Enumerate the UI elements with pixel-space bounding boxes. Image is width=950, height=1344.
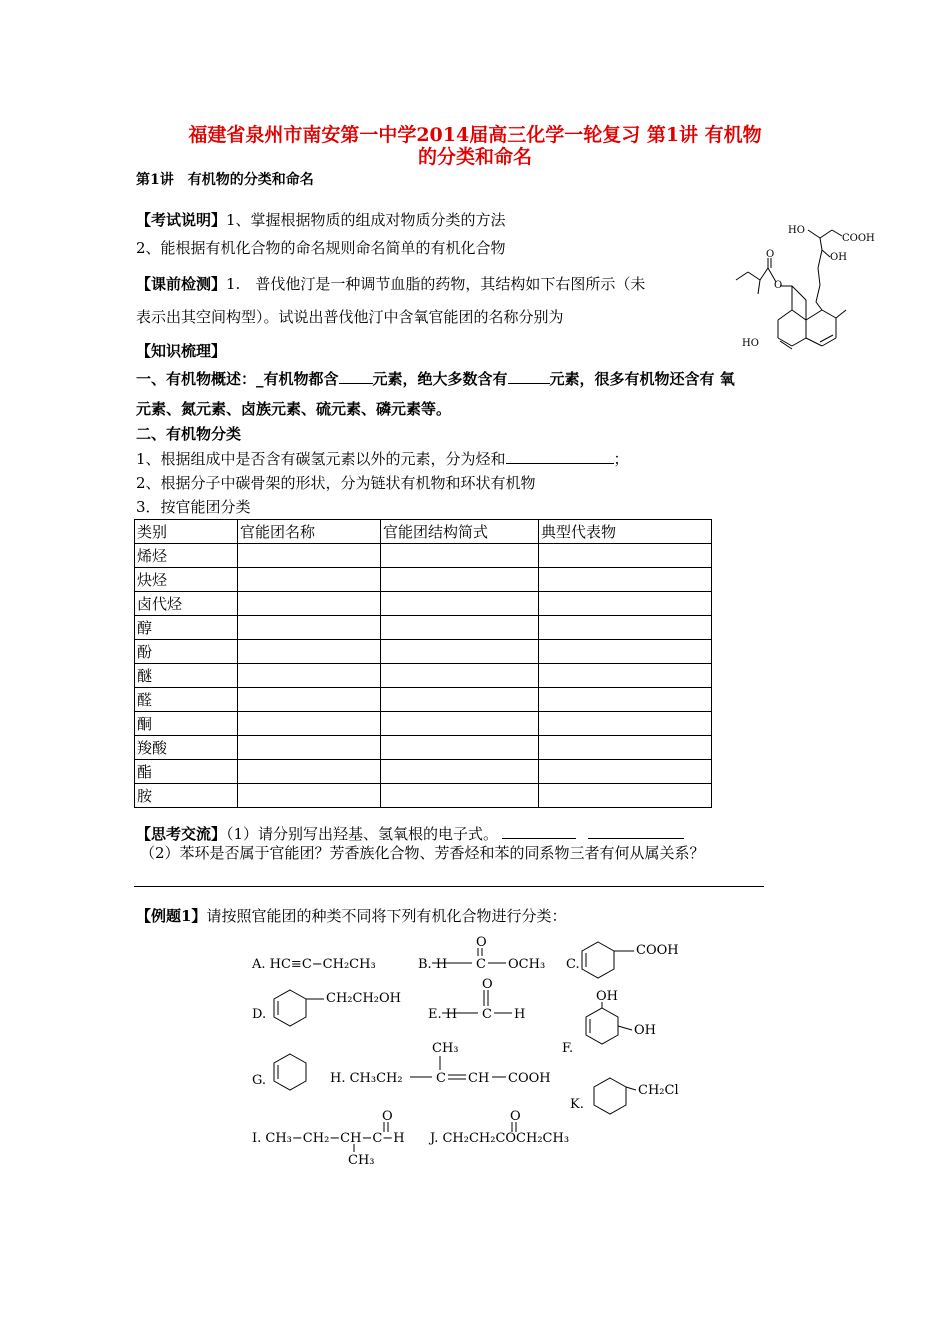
compound-h-c: C (436, 1071, 446, 1086)
example-label: 【例题1】 (136, 907, 207, 925)
cell-input[interactable] (539, 544, 712, 568)
row-label: 羧酸 (135, 736, 238, 760)
compound-c-cooh: COOH (636, 943, 679, 958)
cell-input[interactable] (539, 688, 712, 712)
table-row (135, 616, 712, 640)
table-header-row (135, 520, 712, 544)
compound-i-o: O (382, 1109, 393, 1124)
cell-input[interactable] (238, 640, 381, 664)
cell-input[interactable] (238, 592, 381, 616)
row-label: 炔烃 (135, 568, 238, 592)
example-text: 请按照官能团的种类不同将下列有机化合物进行分类： (206, 907, 567, 925)
row-label: 胺 (135, 784, 238, 808)
section2-heading: 二、有机物分类 (136, 425, 242, 443)
compound-f: F. (562, 1041, 574, 1056)
compound-e-c: C (482, 1007, 492, 1022)
row-label: 醚 (135, 664, 238, 688)
table-row (135, 712, 712, 736)
mol-ho-top: HO (788, 225, 805, 236)
cell-input[interactable] (381, 736, 539, 760)
compound-f-oh2: OH (634, 1023, 656, 1038)
header-category: 类别 (135, 520, 238, 544)
table-row (135, 664, 712, 688)
compound-b-o: O (476, 935, 487, 950)
compound-h-cooh: COOH (508, 1071, 551, 1086)
compound-g: G. (252, 1073, 267, 1088)
blank-hydrocarbon[interactable] (506, 449, 614, 464)
cell-input[interactable] (381, 568, 539, 592)
cell-input[interactable] (238, 784, 381, 808)
cell-input[interactable] (238, 664, 381, 688)
pretest-text-1: 1. 普伐他汀是一种调节血脂的药物，其结构如下右图所示（未 (226, 275, 646, 293)
compound-e-o: O (482, 977, 493, 992)
cell-input[interactable] (238, 544, 381, 568)
lecture-subtitle: 第1讲 有机物的分类和命名 (136, 172, 314, 188)
row-label: 酯 (135, 760, 238, 784)
compound-d: D. (252, 1007, 267, 1022)
cell-input[interactable] (381, 784, 539, 808)
pretest-line1 (136, 274, 645, 294)
compound-c: C. (566, 957, 580, 972)
header-group-name: 官能团名称 (238, 520, 381, 544)
classification-1-end: ； (613, 450, 629, 468)
example1-line (136, 906, 566, 926)
section1-part-a: 一、有机物概述：_有机物都含 (136, 370, 339, 388)
cell-input[interactable] (381, 640, 539, 664)
table-row (135, 544, 712, 568)
classification-2: 2、根据分子中碳骨架的形状，分为链状有机物和环状有机物 (136, 474, 536, 492)
blank-element-1[interactable] (339, 369, 373, 384)
compound-d-sub: CH₂CH₂OH (326, 991, 401, 1006)
compound-i: I. CH₃−CH₂−CH−C−H (252, 1131, 405, 1146)
table-row (135, 760, 712, 784)
mol-cooh: COOH (842, 233, 875, 244)
think-question-1: （1）请分别写出羟基、氢氧根的电子式。 (226, 825, 499, 843)
cell-input[interactable] (238, 568, 381, 592)
example-compounds (240, 932, 700, 1172)
row-label: 烯烃 (135, 544, 238, 568)
mol-ho-bottom: HO (742, 338, 759, 349)
table-row (135, 640, 712, 664)
exam-label: 【考试说明】 (136, 211, 227, 229)
cell-input[interactable] (539, 664, 712, 688)
section1-part-d: 元素、氮元素、卤族元素、硫元素、磷元素等。 (136, 400, 452, 418)
knowledge-label: 【知识梳理】 (136, 342, 227, 360)
pretest-label: 【课前检测】 (136, 275, 227, 293)
cell-input[interactable] (539, 640, 712, 664)
cell-input[interactable] (539, 784, 712, 808)
blank-hydroxide[interactable] (588, 824, 684, 839)
compound-j: J. CH₂CH₂COCH₂CH₃ (430, 1131, 570, 1146)
pretest-text-2: 表示出其空间构型）。试说出普伐他汀中含氧官能团的名称分别为 (136, 308, 564, 326)
compound-b-och3: OCH₃ (508, 957, 546, 972)
compound-b-h: B. H (418, 957, 448, 972)
blank-element-2[interactable] (508, 369, 550, 384)
mol-oh: OH (830, 252, 847, 263)
cell-input[interactable] (238, 760, 381, 784)
cell-input[interactable] (381, 664, 539, 688)
document-title-line2: 的分类和命名 (417, 146, 532, 168)
cell-input[interactable] (238, 712, 381, 736)
cell-input[interactable] (238, 688, 381, 712)
section1-part-c: 元素，很多有机物还含有 氧 (549, 370, 735, 388)
cell-input[interactable] (381, 688, 539, 712)
exam-description (136, 210, 506, 230)
classification-1-text: 1、根据组成中是否含有碳氢元素以外的元素，分为烃和 (136, 450, 506, 468)
compound-k: K. (570, 1097, 584, 1112)
table-row (135, 592, 712, 616)
cell-input[interactable] (539, 712, 712, 736)
cell-input[interactable] (539, 616, 712, 640)
mol-ester-o: O (774, 280, 783, 291)
cell-input[interactable] (539, 592, 712, 616)
table-row (135, 736, 712, 760)
pravastatin-structure (730, 210, 890, 360)
header-representative: 典型代表物 (539, 520, 712, 544)
think-question-2: （2）苯环是否属于官能团？芳香族化合物、芳香烃和苯的同系物三者有何从属关系？ (140, 844, 705, 862)
exam-item-1: 1、掌握根据物质的组成对物质分类的方法 (226, 211, 506, 229)
cell-input[interactable] (381, 592, 539, 616)
row-label: 醛 (135, 688, 238, 712)
answer-line[interactable] (134, 886, 764, 887)
compound-j-o: O (510, 1109, 521, 1124)
compound-h-ch3: CH₃ (432, 1041, 459, 1056)
cell-input[interactable] (539, 760, 712, 784)
cell-input[interactable] (381, 544, 539, 568)
compound-e-h: E. H (428, 1007, 458, 1022)
row-label: 卤代烃 (135, 592, 238, 616)
mol-carbonyl-o: O (766, 249, 775, 260)
compound-i-ch3: CH₃ (348, 1153, 375, 1168)
cell-input[interactable] (381, 760, 539, 784)
cell-input[interactable] (539, 568, 712, 592)
compound-h: H. CH₃CH₂ (330, 1071, 403, 1086)
compound-f-oh1: OH (596, 989, 618, 1004)
classification-3: 3．按官能团分类 (136, 498, 251, 516)
compound-h-ch: CH (468, 1071, 490, 1086)
cell-input[interactable] (539, 736, 712, 760)
row-label: 醇 (135, 616, 238, 640)
think-label: 【思考交流】 (136, 825, 227, 843)
cell-input[interactable] (381, 712, 539, 736)
header-group-formula: 官能团结构简式 (381, 520, 539, 544)
compound-a: A. HC≡C−CH₂CH₃ (252, 957, 376, 972)
cell-input[interactable] (238, 736, 381, 760)
think-line1 (136, 824, 684, 844)
section1-line1 (136, 369, 735, 389)
row-label: 酮 (135, 712, 238, 736)
table-row (135, 688, 712, 712)
exam-item-2: 2、能根据有机化合物的命名规则命名简单的有机化合物 (136, 239, 506, 257)
table-row (135, 568, 712, 592)
document-title-line1: 福建省泉州市南安第一中学2014届高三化学一轮复习 第1讲 有机物 (188, 124, 762, 146)
cell-input[interactable] (238, 616, 381, 640)
cell-input[interactable] (381, 616, 539, 640)
functional-group-table (134, 519, 712, 808)
section1-part-b: 元素，绝大多数含有 (372, 370, 508, 388)
compound-e-h2: H (514, 1007, 526, 1022)
blank-hydroxyl[interactable] (502, 824, 576, 839)
compound-k-sub: CH₂Cl (638, 1083, 679, 1098)
table-row (135, 784, 712, 808)
compound-b-c: C (476, 957, 486, 972)
row-label: 酚 (135, 640, 238, 664)
classification-1 (136, 449, 629, 469)
